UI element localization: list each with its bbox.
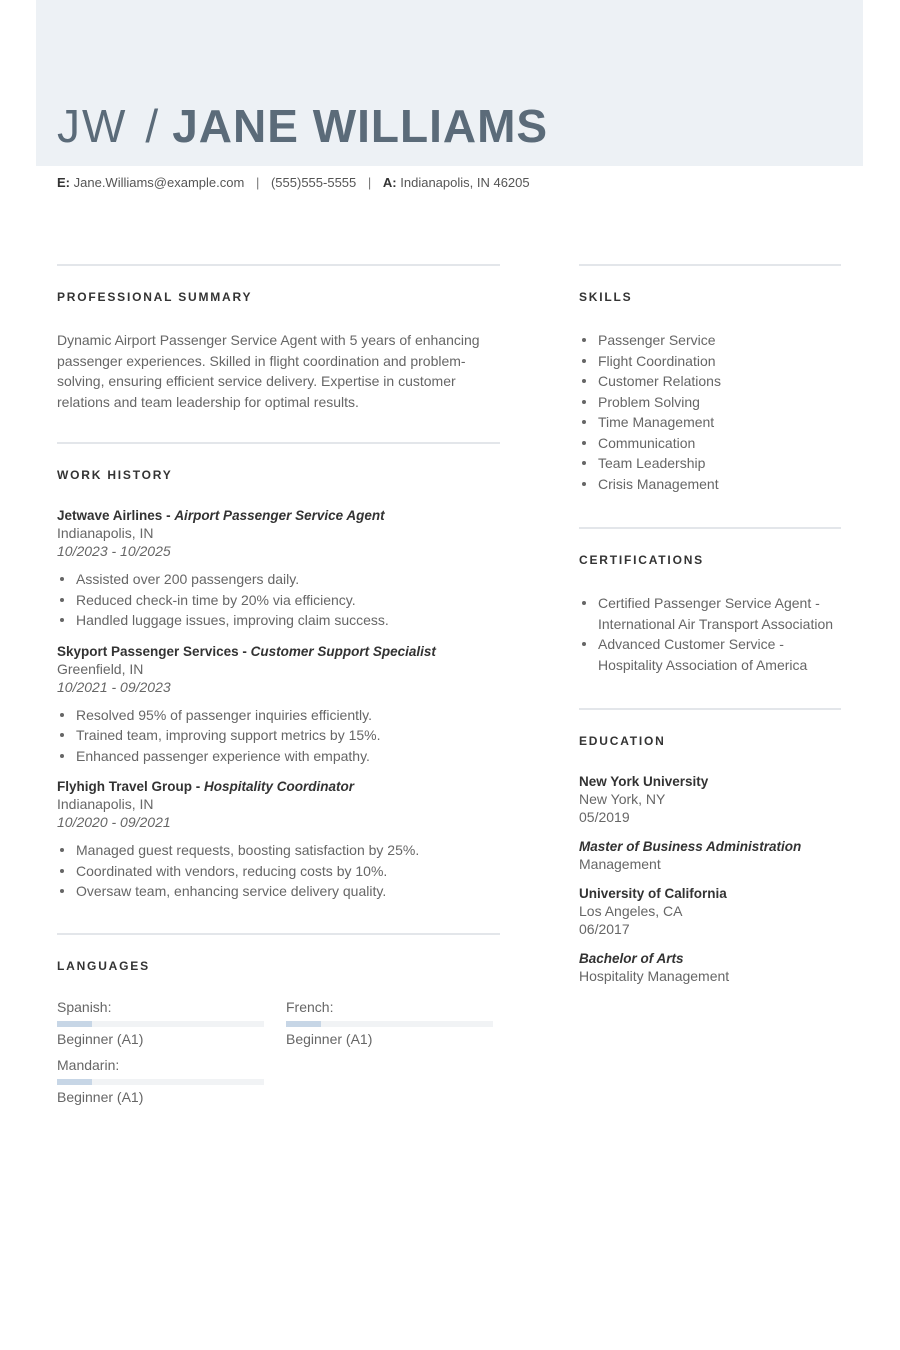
language-level: Beginner (A1) (57, 1088, 144, 1105)
degree-entry (579, 951, 841, 984)
summary-text: Dynamic Airport Passenger Service Agent with 5 years of enhancing passenger experiences. Skilled in flight coordination and problem-solving, ensuring efficient service delivery. Expertise in customer relations and team leadership for optimal results. (57, 332, 480, 410)
bullet-item: Coordinated with vendors, reducing costs by 10%. (57, 861, 500, 882)
degree-name: Master of Business Administration (579, 839, 802, 854)
proficiency-bar (57, 1021, 264, 1027)
language-level: Beginner (A1) (286, 1030, 373, 1047)
email-label: E: (57, 175, 70, 190)
skill-item: Passenger Service (579, 330, 841, 351)
address: Indianapolis, IN 46205 (400, 175, 530, 190)
certifications-title: CERTIFICATIONS (579, 553, 704, 567)
bullet-item: Trained team, improving support metrics by 15%. (57, 725, 500, 746)
left-column (57, 264, 500, 1105)
job-bullets (57, 705, 500, 767)
school-name: University of California (579, 886, 727, 901)
language-name: French: (286, 998, 334, 1015)
initials: JW (57, 100, 128, 152)
divider (579, 527, 841, 529)
skill-item: Problem Solving (579, 392, 841, 413)
divider (57, 264, 500, 266)
separator: | (255, 175, 260, 190)
skill-item: Communication (579, 433, 841, 454)
certification-item: Advanced Customer Service - Hospitality Association of America (579, 634, 841, 675)
language-item (57, 1057, 286, 1105)
summary-title: PROFESSIONAL SUMMARY (57, 290, 253, 304)
job-dash: - (238, 643, 251, 659)
language-level: Beginner (A1) (57, 1030, 144, 1047)
graduation-date: 05/2019 (579, 809, 630, 825)
job-dates: 10/2021 - 09/2023 (57, 678, 171, 695)
proficiency-fill (57, 1021, 92, 1027)
job-role: Airport Passenger Service Agent (174, 508, 385, 523)
email[interactable]: Jane.Williams@example.com (73, 175, 245, 190)
degree-name: Bachelor of Arts (579, 951, 684, 966)
language-item (286, 999, 500, 1047)
language-item (57, 999, 286, 1047)
job-role: Hospitality Coordinator (204, 779, 355, 794)
job-dash: - (162, 508, 175, 523)
name-slash: / (145, 100, 159, 152)
school-location: New York, NY (579, 791, 666, 807)
certifications-list (579, 593, 841, 675)
graduation-date: 06/2017 (579, 921, 630, 937)
job-location: Indianapolis, IN (57, 796, 154, 812)
job-bullets (57, 840, 500, 902)
phone: (555)555-5555 (270, 175, 357, 190)
skill-item: Team Leadership (579, 453, 841, 474)
skill-item: Time Management (579, 412, 841, 433)
job-dates: 10/2020 - 09/2021 (57, 814, 171, 830)
job-location: Indianapolis, IN (57, 525, 154, 541)
bullet-item: Enhanced passenger experience with empathy. (57, 746, 500, 767)
degree-field: Hospitality Management (579, 968, 730, 984)
job-company: Skyport Passenger Services (57, 643, 239, 659)
job-bullets (57, 569, 500, 631)
education-entry (579, 886, 841, 937)
bullet-item: Resolved 95% of passenger inquiries efficiently. (57, 705, 500, 726)
divider (579, 708, 841, 710)
job-entry (57, 779, 500, 902)
languages-title: LANGUAGES (57, 958, 150, 973)
education-entry (579, 774, 841, 825)
proficiency-fill (286, 1021, 321, 1027)
certification-item: Certified Passenger Service Agent - International Air Transport Association (579, 593, 841, 634)
job-company: Flyhigh Travel Group (57, 779, 193, 794)
bullet-item: Reduced check-in time by 20% via efficiency. (57, 590, 500, 611)
language-name: Spanish: (57, 998, 112, 1015)
full-name: JANE WILLIAMS (172, 100, 549, 152)
separator: | (367, 175, 372, 190)
skill-item: Crisis Management (579, 474, 841, 495)
divider (579, 264, 841, 266)
bullet-item: Handled luggage issues, improving claim success. (57, 610, 500, 631)
job-dash: - (192, 779, 205, 794)
proficiency-bar (57, 1079, 264, 1085)
bullet-item: Assisted over 200 passengers daily. (57, 569, 500, 590)
divider (57, 933, 500, 935)
skills-list (579, 330, 841, 494)
job-list (57, 508, 500, 902)
job-location: Greenfield, IN (57, 660, 144, 677)
proficiency-fill (57, 1079, 92, 1085)
language-name: Mandarin: (57, 1056, 120, 1073)
bullet-item: Oversaw team, enhancing service delivery quality. (57, 881, 500, 902)
job-heading (57, 508, 500, 523)
skill-item: Customer Relations (579, 371, 841, 392)
skill-item: Flight Coordination (579, 351, 841, 372)
job-role: Customer Support Specialist (250, 643, 436, 659)
job-entry (57, 644, 500, 767)
job-entry (57, 508, 500, 631)
education-list (579, 774, 841, 984)
name-line (57, 96, 548, 156)
degree-field: Management (579, 856, 661, 872)
school-name: New York University (579, 774, 709, 789)
job-company: Jetwave Airlines (57, 508, 163, 523)
proficiency-bar (286, 1021, 493, 1027)
job-heading (57, 644, 500, 659)
education-title: EDUCATION (579, 734, 666, 748)
bullet-item: Managed guest requests, boosting satisfaction by 25%. (57, 840, 500, 861)
languages-grid (57, 999, 500, 1105)
divider (57, 442, 500, 444)
work-title: WORK HISTORY (57, 468, 173, 482)
job-dates: 10/2023 - 10/2025 (57, 543, 171, 559)
right-column (579, 264, 841, 998)
job-heading (57, 779, 500, 794)
school-location: Los Angeles, CA (579, 903, 683, 919)
address-label: A: (382, 175, 397, 190)
degree-entry (579, 839, 841, 872)
contact-line (57, 175, 530, 190)
skills-title: SKILLS (579, 290, 633, 304)
